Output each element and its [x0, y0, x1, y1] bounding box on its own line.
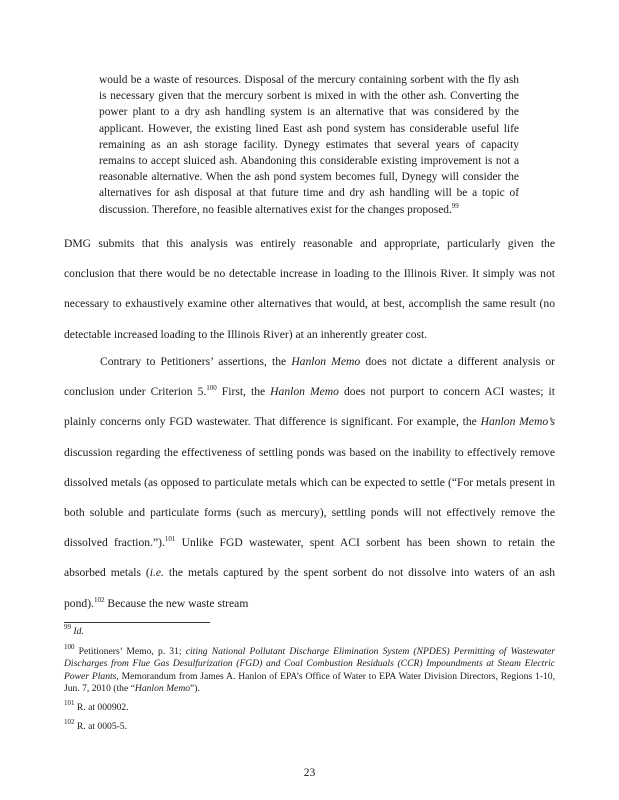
paragraph-1-text: DMG submits that this analysis was entirely reasonable and appropriate, particularly given the conclusion that there would be no detectable increase in loading to the Illinois River. It simply was not necessary to exhaustively examine other alternatives that would, at best, accomplish the same result (no detectable increased loading to the Illinois River) at an inherently greater cost.: [64, 237, 555, 341]
footnote-number: 100: [64, 642, 75, 651]
footnote-text: R. at 0005-5.: [76, 720, 128, 732]
footnote-ref-102[interactable]: 102: [93, 595, 105, 604]
text-run: the metals captured by the spent sorbent do not dissolve into waters of an ash pond).: [64, 566, 555, 610]
footnote-divider: [64, 622, 210, 623]
paragraph-2: [64, 347, 555, 619]
text-run: Contrary to Petitioners’ assertions, the: [100, 355, 292, 368]
text-run: discussion regarding the effectiveness of settling ponds was based on the inability to effectively remove dissolved metals (as opposed to particulate metals which can be expected to settle (“For metals present in both soluble and particulate forms (such as mercury), settling ponds will not effectively remove the dissolved fraction.”).: [64, 445, 555, 550]
footnote-text: Petitioners’ Memo, p. 31;: [78, 645, 186, 657]
footnote-number: 102: [64, 717, 75, 726]
text-run: does not dictate a different analysis or conclusion under Criterion 5.: [64, 355, 556, 399]
text-run: First, the: [216, 385, 271, 399]
text-run: Because the new waste stream: [104, 596, 249, 610]
citing-signal: citing: [185, 645, 208, 657]
footnote-number: 101: [64, 698, 75, 707]
footnote-text: R. at 000902.: [76, 701, 129, 713]
page-number: 23: [303, 766, 316, 779]
footnote-ref-100[interactable]: 100: [206, 384, 217, 393]
block-quote-body: would be a waste of resources. Disposal of the mercury containing sorbent with the fly ash is necessary given that the mercury sorbent is mixed in with the other ash. Converting the power plant to a dry ash handling system is an alternative that was considered by the applicant. However, the existing lined East ash pond system has considerable useful life remaining as an ash storage facility. Dynegy estimates that several years of capacity remains to accept sluiced ash. Abandoning this considerable existing improvement is not a reasonable alternative. When the ash pond system becomes full, Dynegy will consider the alternatives for ash disposal at that future time and dry ash handling will be a topic of discussion. Therefore, no feasible alternatives exist for the changes proposed.: [99, 74, 519, 216]
footnotes: [64, 623, 556, 739]
footnote-101: [64, 698, 555, 715]
hanlon-memo-title: Hanlon Memo: [291, 355, 361, 368]
memo-title: National Pollutant Discharge Elimination System (NPDES) Permitting of Wastewater Discharges from Flue Gas Desulfurization (FGD) and Coal Combustion Residuals (CCR) Impoundments at Steam Electric Power Plants: [64, 645, 556, 682]
text-run: Unlike FGD wastewater, spent ACI sorbent has been shown to retain the absorbed metals (: [64, 536, 555, 580]
block-quote: [99, 72, 519, 218]
footnote-text: , Memorandum from James A. Hanlon of EPA’s Office of Water to EPA Water Division Directors, Regions 1-10, Jun. 7, 2010 (the “: [64, 670, 555, 695]
footnote-99: [64, 623, 555, 639]
ie-abbrev: i.e.: [149, 566, 164, 580]
footnote-ref-99[interactable]: 99: [451, 201, 459, 210]
paragraph-1: [64, 229, 555, 350]
footnote-100: [64, 642, 556, 696]
footnote-text: Id.: [73, 626, 84, 637]
hanlon-memo-title: Hanlon Memo’s: [480, 415, 555, 429]
hanlon-memo-title: Hanlon Memo: [270, 385, 339, 399]
paragraph-2-text: [64, 347, 555, 619]
footnote-text: ”).: [190, 683, 200, 695]
text-run: does not purport to concern ACI wastes; it plainly concerns only FGD wastewater. That difference is significant. For example, the: [64, 385, 555, 429]
block-quote-text: [99, 72, 519, 218]
footnote-ref-101[interactable]: 101: [164, 535, 176, 544]
footnote-102: [64, 717, 555, 734]
footnote-number: 99: [64, 623, 71, 631]
hanlon-memo-short: Hanlon Memo: [134, 683, 191, 695]
